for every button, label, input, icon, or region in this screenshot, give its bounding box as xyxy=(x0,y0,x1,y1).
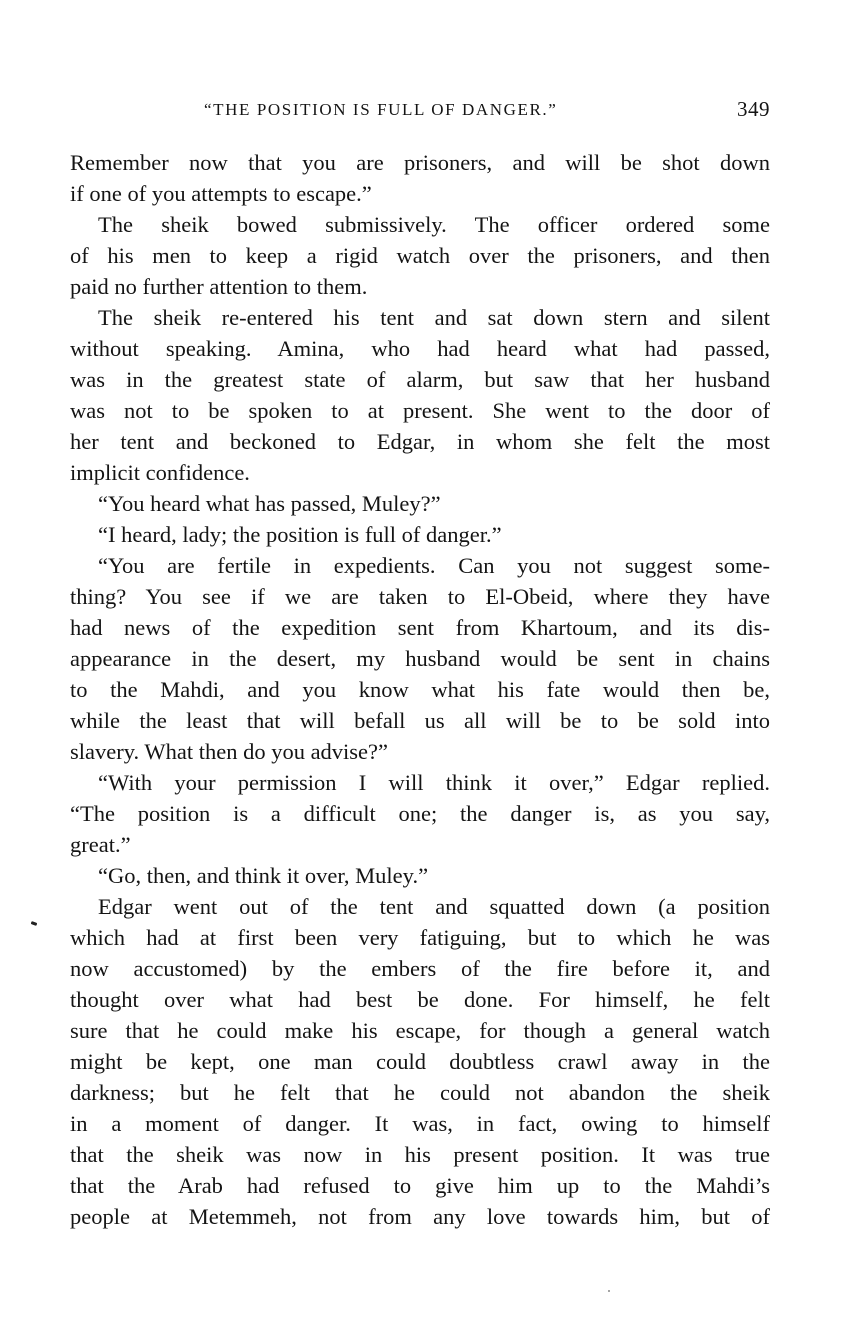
text-line: thing? You see if we are taken to El-Obeid, where they have xyxy=(70,584,770,609)
margin-ink-mark xyxy=(31,921,38,926)
text-line: people at Metemmeh, not from any love towards him, but of xyxy=(70,1204,770,1229)
text-line: Edgar went out of the tent and squatted down (a position xyxy=(98,894,770,919)
text-line: was not to be spoken to at present. She went to the door of xyxy=(70,398,770,423)
text-line: while the least that will befall us all will be to be sold into xyxy=(70,708,770,733)
body-text xyxy=(70,147,770,1232)
running-title: “THE POSITION IS FULL OF DANGER.” xyxy=(204,100,558,119)
text-line: thought over what had best be done. For himself, he felt xyxy=(70,987,770,1012)
text-line: if one of you attempts to escape.” xyxy=(70,181,372,206)
text-line: to the Mahdi, and you know what his fate would then be, xyxy=(70,677,770,702)
text-line: was in the greatest state of alarm, but saw that her husband xyxy=(70,367,770,392)
text-line: in a moment of danger. It was, in fact, owing to himself xyxy=(70,1111,770,1136)
text-line: that the Arab had refused to give him up to the Mahdi’s xyxy=(70,1173,770,1198)
text-line: without speaking. Amina, who had heard what had passed, xyxy=(70,336,770,361)
text-line: “Go, then, and think it over, Muley.” xyxy=(98,863,429,888)
text-line: her tent and beckoned to Edgar, in whom she felt the most xyxy=(70,429,770,454)
text-line: “The position is a difficult one; the danger is, as you say, xyxy=(70,801,770,826)
text-line: which had at first been very fatiguing, but to which he was xyxy=(70,925,770,950)
text-line: might be kept, one man could doubtless crawl away in the xyxy=(70,1049,770,1074)
text-line: sure that he could make his escape, for though a general watch xyxy=(70,1018,770,1043)
text-line: now accustomed) by the embers of the fire before it, and xyxy=(70,956,770,981)
text-line: paid no further attention to them. xyxy=(70,274,368,299)
scan-speck xyxy=(608,1290,610,1292)
text-line: had news of the expedition sent from Khartoum, and its dis- xyxy=(70,615,770,640)
text-line: of his men to keep a rigid watch over the prisoners, and then xyxy=(70,243,770,268)
text-line: darkness; but he felt that he could not abandon the sheik xyxy=(70,1080,770,1105)
text-line: appearance in the desert, my husband would be sent in chains xyxy=(70,646,770,671)
text-line: that the sheik was now in his present position. It was true xyxy=(70,1142,770,1167)
text-line: great.” xyxy=(70,832,131,857)
page-number: 349 xyxy=(737,97,770,121)
text-line: “You heard what has passed, Muley?” xyxy=(98,491,441,516)
text-line: The sheik bowed submissively. The officer ordered some xyxy=(98,212,770,237)
text-line: “I heard, lady; the position is full of danger.” xyxy=(98,522,502,547)
text-line: The sheik re-entered his tent and sat down stern and silent xyxy=(98,305,770,330)
page-header xyxy=(70,97,770,126)
text-line: slavery. What then do you advise?” xyxy=(70,739,389,764)
text-line: “You are fertile in expedients. Can you not suggest some- xyxy=(98,553,770,578)
text-line: “With your permission I will think it over,” Edgar replied. xyxy=(98,770,770,795)
text-line: implicit confidence. xyxy=(70,460,250,485)
text-line: Remember now that you are prisoners, and will be shot down xyxy=(70,150,770,175)
